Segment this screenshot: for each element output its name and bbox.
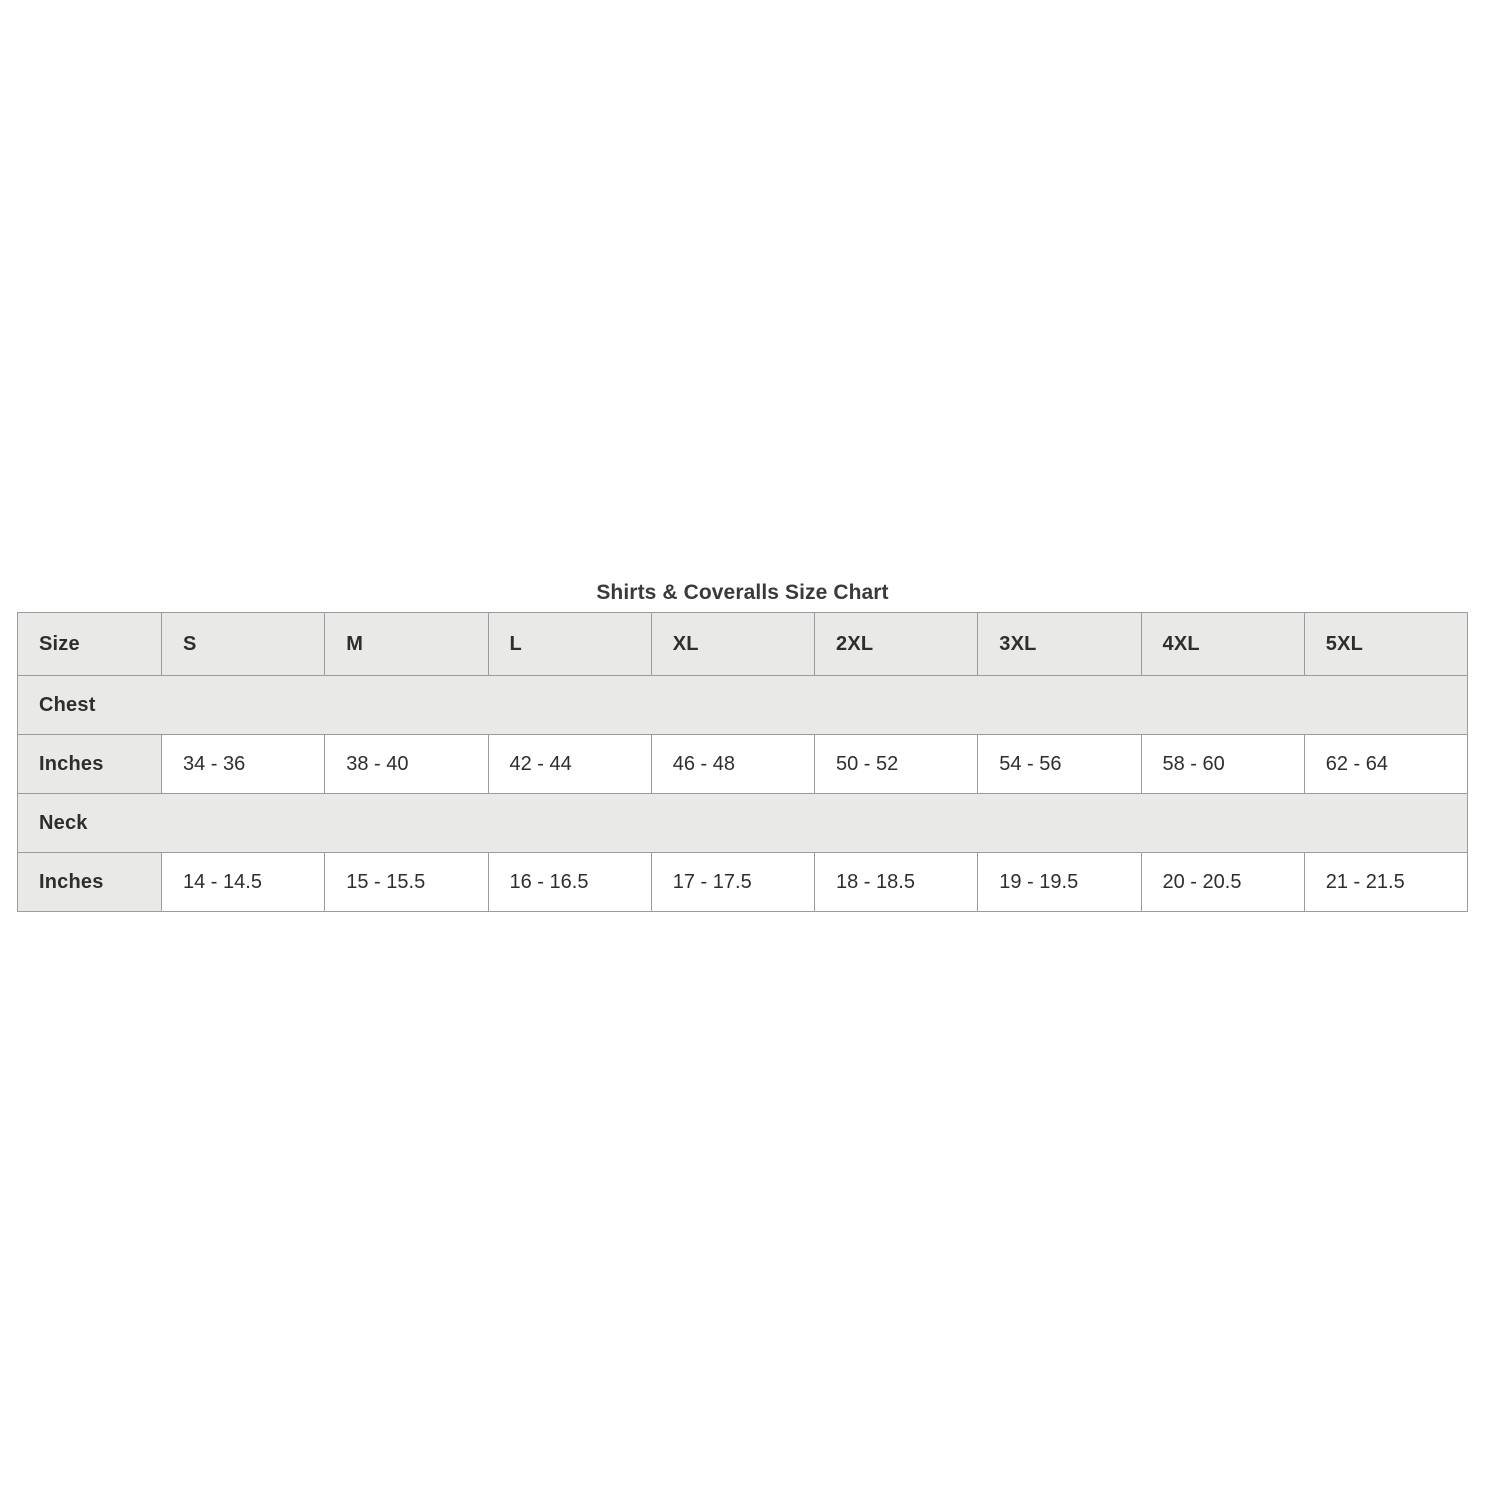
column-header-3xl: 3XL xyxy=(978,613,1141,676)
neck-value-cell: 21 - 21.5 xyxy=(1304,853,1467,912)
chest-inches-row xyxy=(18,735,1468,794)
neck-value-cell: 16 - 16.5 xyxy=(488,853,651,912)
chest-value-cell: 62 - 64 xyxy=(1304,735,1467,794)
size-chart-title: Shirts & Coveralls Size Chart xyxy=(596,581,889,604)
chest-value-cell: 46 - 48 xyxy=(651,735,814,794)
neck-value-cell: 17 - 17.5 xyxy=(651,853,814,912)
section-label-chest: Chest xyxy=(18,676,1468,735)
neck-inches-row xyxy=(18,853,1468,912)
size-chart-table xyxy=(17,612,1468,912)
section-row-chest xyxy=(18,676,1468,735)
section-label-neck: Neck xyxy=(18,794,1468,853)
column-header-size: Size xyxy=(18,613,162,676)
neck-value-cell: 19 - 19.5 xyxy=(978,853,1141,912)
section-row-neck xyxy=(18,794,1468,853)
chest-value-cell: 54 - 56 xyxy=(978,735,1141,794)
row-label-neck-inches: Inches xyxy=(18,853,162,912)
neck-value-cell: 18 - 18.5 xyxy=(815,853,978,912)
chest-value-cell: 50 - 52 xyxy=(815,735,978,794)
column-header-5xl: 5XL xyxy=(1304,613,1467,676)
column-header-m: M xyxy=(325,613,488,676)
neck-value-cell: 20 - 20.5 xyxy=(1141,853,1304,912)
neck-value-cell: 15 - 15.5 xyxy=(325,853,488,912)
column-header-l: L xyxy=(488,613,651,676)
size-chart-section xyxy=(17,581,1468,912)
header-row xyxy=(18,613,1468,676)
chest-value-cell: 58 - 60 xyxy=(1141,735,1304,794)
chest-value-cell: 34 - 36 xyxy=(162,735,325,794)
column-header-s: S xyxy=(162,613,325,676)
neck-value-cell: 14 - 14.5 xyxy=(162,853,325,912)
chest-value-cell: 38 - 40 xyxy=(325,735,488,794)
column-header-xl: XL xyxy=(651,613,814,676)
chest-value-cell: 42 - 44 xyxy=(488,735,651,794)
column-header-4xl: 4XL xyxy=(1141,613,1304,676)
row-label-chest-inches: Inches xyxy=(18,735,162,794)
column-header-2xl: 2XL xyxy=(815,613,978,676)
